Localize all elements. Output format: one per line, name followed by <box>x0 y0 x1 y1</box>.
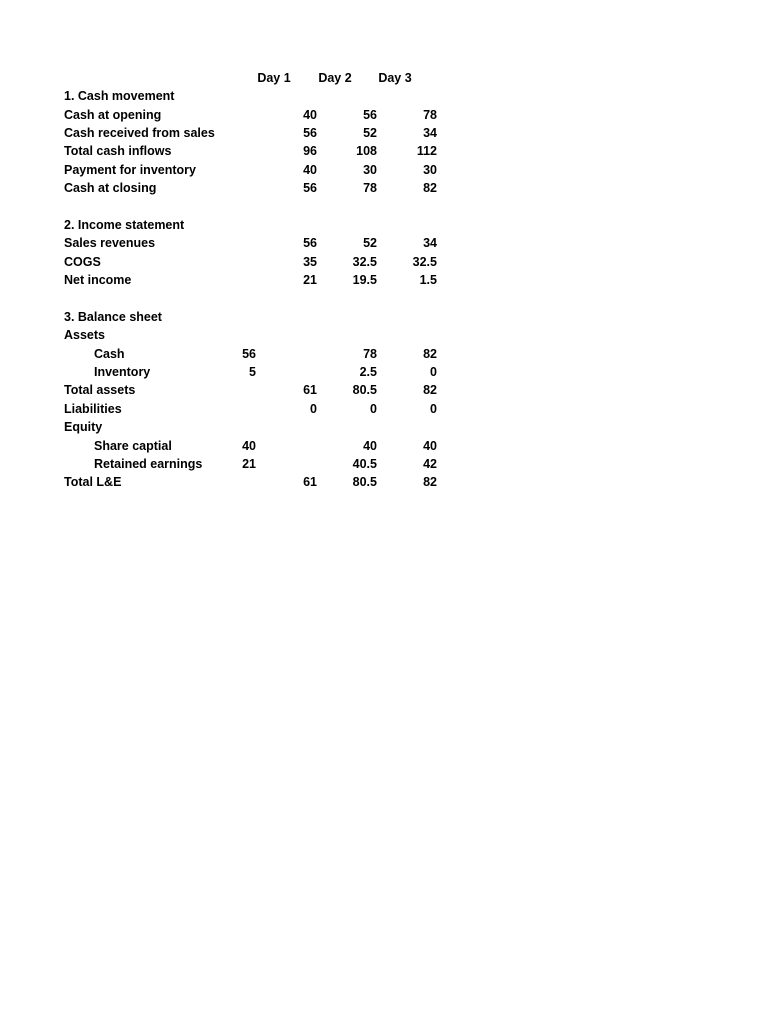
cell-day1: 35 <box>303 255 317 269</box>
cell-day1: 56 <box>303 126 317 140</box>
row-label: Share captial <box>94 439 172 453</box>
table-row <box>0 271 768 289</box>
cell-day2: 56 <box>363 108 377 122</box>
cell-day3: 34 <box>423 236 437 250</box>
section-title-income-statement <box>0 216 768 234</box>
cell-day2: 108 <box>356 144 377 158</box>
header-day1: Day 1 <box>257 71 291 85</box>
cell-pre: 56 <box>242 347 256 361</box>
cell-day3: 112 <box>416 144 437 158</box>
table-row <box>0 473 768 491</box>
table-row <box>0 455 768 473</box>
row-label: Net income <box>64 273 132 287</box>
cell-day1: 21 <box>303 273 317 287</box>
table-row <box>0 234 768 252</box>
cell-day3: 82 <box>423 383 437 397</box>
header-row <box>0 69 768 87</box>
row-label: Total L&E <box>64 475 122 489</box>
cell-day2: 30 <box>363 163 377 177</box>
cell-day1: 96 <box>303 144 317 158</box>
table-row <box>0 142 768 160</box>
row-label: COGS <box>64 255 101 269</box>
cell-day2: 78 <box>363 181 377 195</box>
cell-day1: 61 <box>303 383 317 397</box>
cell-day3: 0 <box>430 365 437 379</box>
cell-day2: 80.5 <box>352 475 377 489</box>
cell-day2: 52 <box>363 236 377 250</box>
table-row <box>0 124 768 142</box>
row-label: Total cash inflows <box>64 144 172 158</box>
cell-day2: 80.5 <box>352 383 377 397</box>
cell-day1: 0 <box>310 402 317 416</box>
row-label: Equity <box>64 420 103 434</box>
table-row <box>0 363 768 381</box>
table-row <box>0 437 768 455</box>
section-title-balance-sheet <box>0 308 768 326</box>
cell-pre: 40 <box>242 439 256 453</box>
cell-day3: 34 <box>423 126 437 140</box>
row-label: Assets <box>64 328 105 342</box>
cell-pre: 5 <box>249 365 256 379</box>
section-title: 3. Balance sheet <box>64 310 162 324</box>
cell-day3: 0 <box>430 402 437 416</box>
cell-day3: 42 <box>423 457 437 471</box>
cell-day3: 78 <box>423 108 437 122</box>
cell-day3: 40 <box>423 439 437 453</box>
cell-day2: 2.5 <box>359 365 377 379</box>
section-title: 2. Income statement <box>64 218 185 232</box>
cell-day1: 56 <box>303 181 317 195</box>
table-row <box>0 345 768 363</box>
cell-pre: 21 <box>242 457 256 471</box>
row-label: Liabilities <box>64 402 122 416</box>
row-label: Cash <box>94 347 125 361</box>
table-row <box>0 381 768 399</box>
row-label: Total assets <box>64 383 136 397</box>
cell-day2: 19.5 <box>352 273 377 287</box>
cell-day3: 82 <box>423 347 437 361</box>
cell-day2: 0 <box>370 402 377 416</box>
table-row <box>0 106 768 124</box>
cell-day1: 61 <box>303 475 317 489</box>
table-row <box>0 161 768 179</box>
row-label: Retained earnings <box>94 457 203 471</box>
cell-day2: 40 <box>363 439 377 453</box>
cell-day3: 30 <box>423 163 437 177</box>
cell-day3: 82 <box>423 475 437 489</box>
row-label: Cash received from sales <box>64 126 215 140</box>
cell-day2: 32.5 <box>352 255 377 269</box>
table-row <box>0 253 768 271</box>
cell-day2: 78 <box>363 347 377 361</box>
row-label: Sales revenues <box>64 236 156 250</box>
section-title-cash-movement <box>0 87 768 105</box>
equity-heading-row <box>0 418 768 436</box>
row-label: Payment for inventory <box>64 163 196 177</box>
table-row <box>0 400 768 418</box>
row-label: Inventory <box>94 365 151 379</box>
cell-day2: 40.5 <box>352 457 377 471</box>
row-label: Cash at opening <box>64 108 162 122</box>
header-day3: Day 3 <box>378 71 412 85</box>
table-row <box>0 179 768 197</box>
cell-day3: 82 <box>423 181 437 195</box>
cell-day3: 1.5 <box>419 273 437 287</box>
cell-day3: 32.5 <box>412 255 437 269</box>
cell-day1: 56 <box>303 236 317 250</box>
cell-day1: 40 <box>303 108 317 122</box>
cell-day2: 52 <box>363 126 377 140</box>
row-label: Cash at closing <box>64 181 157 195</box>
header-day2: Day 2 <box>318 71 352 85</box>
cell-day1: 40 <box>303 163 317 177</box>
assets-heading-row <box>0 326 768 344</box>
section-title: 1. Cash movement <box>64 89 175 103</box>
